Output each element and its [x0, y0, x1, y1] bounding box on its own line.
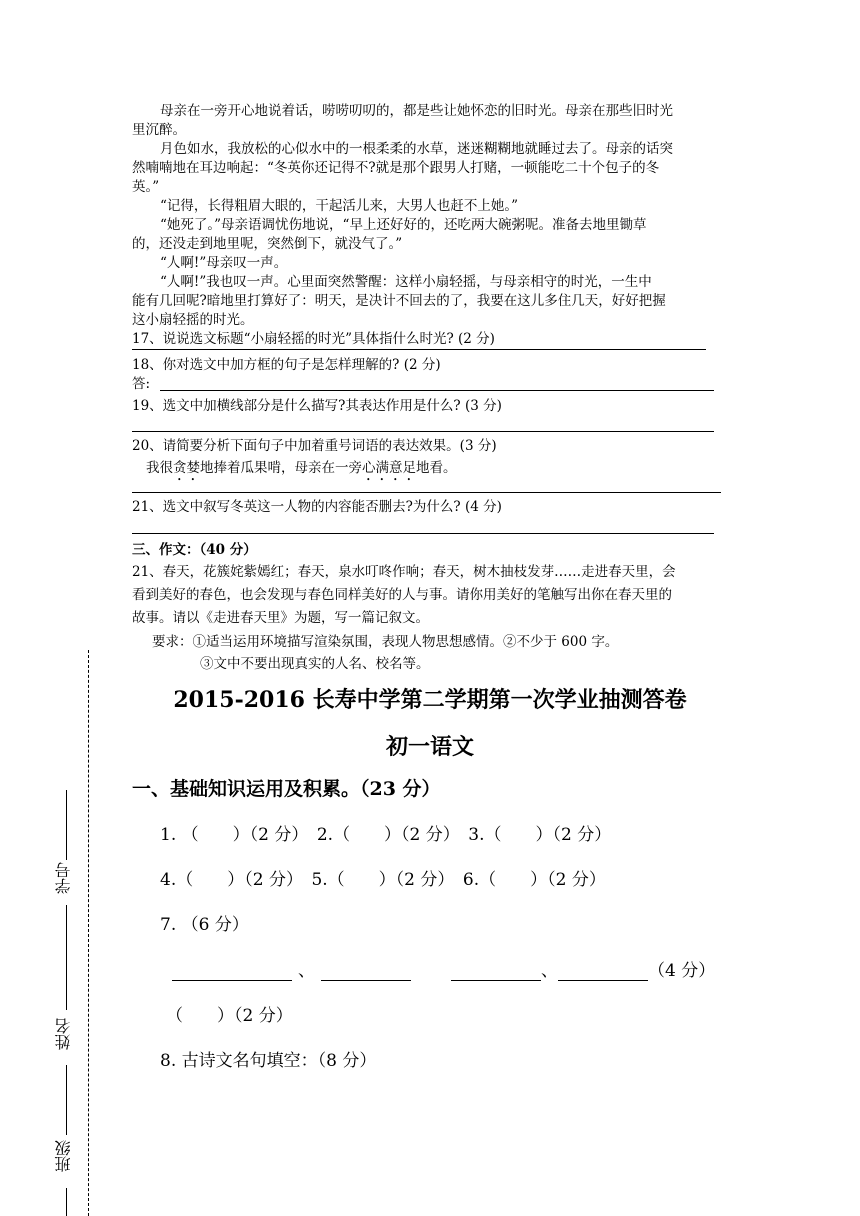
- answer-line-19[interactable]: [132, 431, 714, 432]
- question-7-blanks: [172, 956, 715, 981]
- blank-7-3[interactable]: [451, 962, 541, 981]
- composition-heading: 三、作文：（40 分）: [132, 542, 257, 558]
- answer-sheet-subtitle: 初一语文: [385, 734, 474, 760]
- composition-prompt-b: 看到美好的春色，也会发现与春色同样美好的人与事。请你用美好的笔触写出你在春天里的: [132, 587, 672, 603]
- question-19: 19、选文中加横线部分是什么描写?其表达作用是什么? (3 分): [132, 398, 502, 414]
- side-blank-student-no[interactable]: [66, 790, 67, 860]
- passage-p4a: “她死了。”母亲语调忧伤地说，“早上还好好的，还吃两大碗粥呢。准备去地里锄草: [160, 217, 647, 233]
- sentence-part-e: 地看。: [416, 460, 457, 476]
- separator-2: 、: [541, 961, 558, 981]
- question-21: 21、选文中叙写冬英这一人物的内容能否删去?为什么? (4 分): [132, 499, 502, 515]
- passage-p2c: 英。”: [132, 179, 160, 195]
- sentence-part-a: 我很: [146, 460, 173, 476]
- passage-p6c: 这小扇轻摇的时光。: [132, 312, 254, 328]
- answer-row-1[interactable]: 1. （ ）（2 分） 2.（ ）（2 分） 3.（ ）（2 分）: [160, 825, 612, 845]
- passage-p2b: 然喃喃地在耳边响起：“冬英你还记得不?就是那个跟男人打赌，一顿能吃二十个包子的冬: [132, 160, 660, 176]
- composition-req-b: ③文中不要出现真实的人名、校名等。: [200, 656, 430, 672]
- answer-label-18: 答:: [132, 376, 151, 392]
- question-18: 18、你对选文中加方框的句子是怎样理解的? (2 分): [132, 357, 441, 373]
- side-blank-name[interactable]: [66, 1065, 67, 1135]
- answer-line-17[interactable]: [132, 349, 706, 350]
- side-label-student-no: 学号: [54, 862, 73, 894]
- answer-line-20[interactable]: [132, 492, 721, 493]
- question-7-extra[interactable]: （ ）（2 分）: [166, 1006, 293, 1026]
- side-label-name: 姓名: [54, 1018, 73, 1050]
- side-label-class: 班级: [54, 1140, 73, 1172]
- q7-score: （4 分）: [648, 961, 716, 981]
- question-8: 8. 古诗文名句填空：（8 分）: [160, 1051, 377, 1071]
- passage-p1b: 里沉醉。: [132, 122, 186, 138]
- question-7: 7. （6 分）: [160, 915, 249, 935]
- binding-dashed-line: [88, 650, 89, 1216]
- separator-1: 、: [298, 961, 315, 981]
- question-20-sentence: [146, 459, 457, 484]
- side-blank-class[interactable]: [66, 1188, 67, 1216]
- side-blank-student-no-lower[interactable]: [66, 905, 67, 1010]
- passage-p6a: “人啊!”我也叹一声。心里面突然警醒：这样小扇轻摇，与母亲相守的时光，一生中: [160, 274, 652, 290]
- section-1-heading: 一、基础知识运用及积累。（23 分）: [132, 778, 441, 800]
- passage-p2a: 月色如水，我放松的心似水中的一根柔柔的水草，迷迷糊糊地就睡过去了。母亲的话突: [160, 141, 673, 157]
- question-20: 20、请简要分析下面句子中加着重号词语的表达效果。(3 分): [132, 438, 497, 454]
- answer-line-21[interactable]: [132, 533, 714, 534]
- composition-prompt-a: 21、春天，花簇姹紫嫣红；春天，泉水叮咚作响；春天，树木抽枝发芽……走进春天里，会: [132, 564, 676, 580]
- emphasis-word-1: 贪婪: [173, 460, 200, 476]
- composition-req-a: 要求：①适当运用环境描写渲染氛围，表现人物思想感情。②不少于 600 字。: [152, 634, 619, 650]
- answer-line-18[interactable]: [160, 390, 714, 391]
- answer-row-2[interactable]: 4.（ ）（2 分） 5.（ ）（2 分） 6.（ ）（2 分）: [160, 870, 606, 890]
- answer-sheet-title: 2015-2016 长寿中学第二学期第一次学业抽测答卷: [173, 687, 687, 713]
- passage-p1a: 母亲在一旁开心地说着话，唠唠叨叨的，都是些让她怀恋的旧时光。母亲在那些旧时光: [160, 103, 673, 119]
- sentence-part-c: 地捧着瓜果啃，母亲在一旁: [200, 460, 362, 476]
- emphasis-word-2: 心满意足: [362, 460, 416, 476]
- question-17: 17、说说选文标题“小扇轻摇的时光”具体指什么时光? (2 分): [132, 331, 495, 347]
- passage-p5: “人啊!”母亲叹一声。: [160, 255, 288, 271]
- passage-p3: “记得，长得粗眉大眼的，干起活儿来，大男人也赶不上她。”: [160, 198, 519, 214]
- blank-7-4[interactable]: [558, 962, 648, 981]
- passage-p6b: 能有几回呢?暗地里打算好了：明天，是决计不回去的了，我要在这儿多住几天，好好把握: [132, 293, 666, 309]
- blank-7-1[interactable]: [172, 962, 292, 981]
- passage-p4b: 的，还没走到地里呢，突然倒下，就没气了。”: [132, 236, 403, 252]
- composition-prompt-c: 故事。请以《走进春天里》为题，写一篇记叙文。: [132, 610, 429, 626]
- blank-7-2[interactable]: [321, 962, 411, 981]
